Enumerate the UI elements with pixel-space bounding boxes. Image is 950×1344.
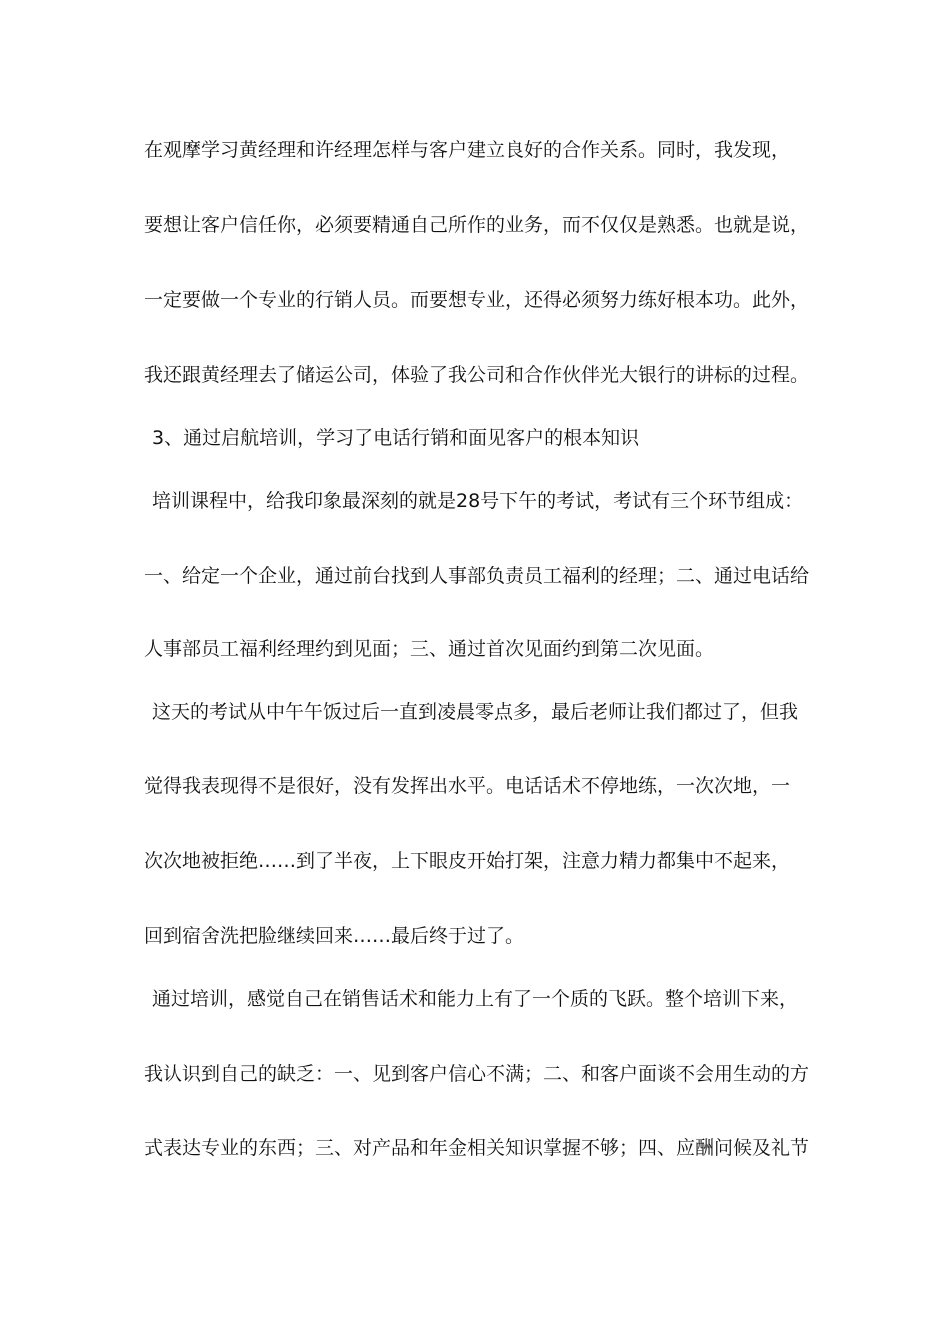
paragraph-first-line: 这天的考试从中午午饭过后一直到凌晨零点多，最后老师让我们都过了，但我: [152, 701, 799, 723]
text-line: 在观摩学习黄经理和许经理怎样与客户建立良好的合作关系。同时，我发现，: [144, 139, 791, 161]
text-line: 式表达专业的东西；三、对产品和年金相关知识掌握不够；四、应酬问候及礼节: [144, 1137, 810, 1159]
section-heading: 3、通过启航培训，学习了电话行销和面见客户的根本知识: [152, 427, 640, 449]
text-line: 回到宿舍洗把脸继续回来……最后终于过了。: [144, 925, 525, 947]
text-line: 一定要做一个专业的行销人员。而要想专业，还得必须努力练好根本功。此外，: [144, 289, 810, 311]
paragraph-first-line: 培训课程中，给我印象最深刻的就是28号下午的考试，考试有三个环节组成：: [152, 490, 804, 512]
text-line: 我认识到自己的缺乏：一、见到客户信心不满；二、和客户面谈不会用生动的方: [144, 1063, 810, 1085]
text-line: 次次地被拒绝……到了半夜，上下眼皮开始打架，注意力精力都集中不起来，: [144, 850, 791, 872]
text-line: 我还跟黄经理去了储运公司，体验了我公司和合作伙伴光大银行的讲标的过程。: [144, 364, 810, 386]
text-line: 人事部员工福利经理约到见面；三、通过首次见面约到第二次见面。: [144, 638, 715, 660]
text-line: 一、给定一个企业，通过前台找到人事部负责员工福利的经理；二、通过电话给: [144, 565, 810, 587]
text-line: 觉得我表现得不是很好，没有发挥出水平。电话话术不停地练，一次次地，一: [144, 775, 791, 797]
paragraph-first-line: 通过培训，感觉自己在销售话术和能力上有了一个质的飞跃。整个培训下来，: [152, 988, 799, 1010]
text-line: 要想让客户信任你，必须要精通自己所作的业务，而不仅仅是熟悉。也就是说，: [144, 214, 810, 236]
